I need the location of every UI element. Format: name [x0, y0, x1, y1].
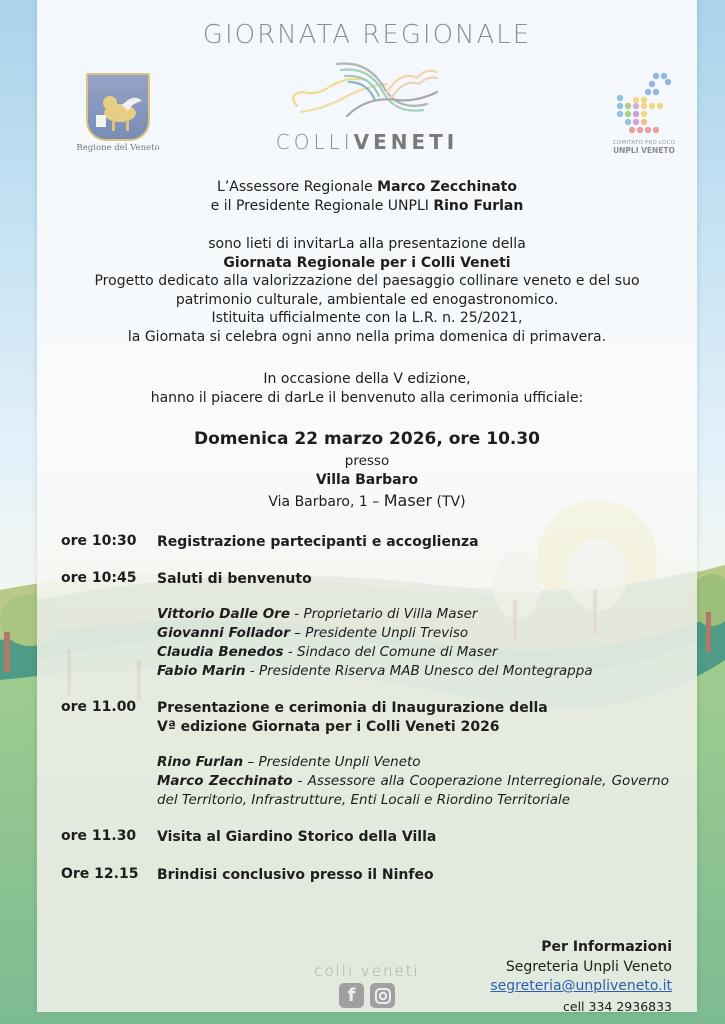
agenda-desc: Brindisi conclusivo presso il Ninfeo — [157, 867, 434, 883]
assessore-name: Marco Zecchinato — [377, 179, 517, 195]
agenda-item — [61, 699, 681, 737]
contact-email-link[interactable]: segreteria@unpliveneto.it — [490, 978, 672, 994]
brand-light-text: COLLI — [275, 130, 354, 154]
contact-title: Per Informazioni — [541, 939, 672, 955]
speaker-role: – Presidente Unpli Treviso — [289, 625, 469, 641]
address-city: Maser — [383, 491, 433, 510]
invitation-content — [37, 0, 697, 1012]
occasion-block — [37, 370, 697, 407]
invite-line-5: Istituita ufficialmente con la L.R. n. 25/2021, — [211, 310, 523, 326]
agenda-desc: Saluti di benvenuto — [157, 571, 312, 587]
invite-block — [37, 235, 697, 346]
colli-veneti-logo — [257, 56, 477, 154]
contact-org: Segreteria Unpli Veneto — [505, 958, 672, 975]
invite-line-3: Progetto dedicato alla valorizzazione del paesaggio collinare veneto e del suo — [94, 273, 640, 289]
intro-line2-prefix: e il Presidente Regionale UNPLI — [210, 197, 434, 214]
agenda-desc-line-1: Presentazione e cerimonia di Inaugurazione della — [157, 700, 548, 716]
regione-veneto-caption: Regione del Veneto — [76, 143, 160, 153]
speaker-list — [157, 753, 681, 810]
speaker-name: Vittorio Dalle Ore — [157, 606, 290, 622]
intro-line-2 — [37, 197, 697, 216]
agenda-time: ore 11.00 — [61, 699, 137, 715]
speaker-role: – Presidente Unpli Veneto — [243, 754, 421, 770]
speaker-role: - Presidente Riserva MAB Unesco del Montegrappa — [245, 663, 593, 679]
agenda-time: ore 11.30 — [61, 828, 137, 844]
event-name: Giornata Regionale per i Colli Veneti — [223, 254, 511, 271]
agenda-desc-line-2: Vª edizione Giornata per i Colli Veneti 2026 — [157, 719, 500, 735]
speaker-name: Giovanni Follador — [157, 625, 290, 641]
agenda-item — [61, 533, 681, 552]
speaker-role: - Proprietario di Villa Maser — [290, 606, 478, 622]
brand-bold-text: VENETI — [353, 130, 459, 154]
intro-block — [37, 178, 697, 215]
contact-phone: cell 334 2936833 — [563, 998, 672, 1014]
speaker-list — [157, 605, 681, 681]
social-handle: colli veneti — [314, 962, 420, 980]
event-date: Domenica 22 marzo 2026, ore 10.30 — [193, 429, 541, 449]
winged-lion-lines-icon — [287, 56, 447, 122]
agenda-desc: Visita al Giardino Storico della Villa — [157, 829, 437, 845]
speaker — [157, 753, 681, 772]
presso-label: presso — [344, 453, 390, 469]
speaker-name: Claudia Benedos — [157, 644, 284, 660]
agenda-desc: Registrazione partecipanti e accoglienza — [157, 534, 479, 550]
agenda-time: ore 10:45 — [61, 570, 137, 586]
occasion-line-1: In occasione della V edizione, — [263, 371, 471, 387]
venue-name: Villa Barbaro — [315, 472, 419, 488]
speaker — [157, 605, 681, 624]
address-street: Via Barbaro, 1 – — [268, 494, 384, 510]
presidente-name: Rino Furlan — [433, 197, 524, 214]
speaker — [157, 662, 681, 681]
speaker — [157, 643, 681, 662]
intro-line-1 — [37, 178, 697, 197]
facebook-icon[interactable]: f — [339, 983, 364, 1008]
speaker-name: Marco Zecchinato — [157, 773, 293, 789]
unpli-caption-line2: UNPLI VENETO — [613, 146, 675, 155]
speaker — [157, 772, 669, 810]
speaker-name: Fabio Marin — [157, 663, 246, 679]
social-block — [297, 962, 437, 1008]
agenda-desc — [157, 699, 681, 737]
unpli-veneto-logo — [604, 72, 684, 155]
lion-of-saint-mark-icon — [86, 73, 150, 141]
header-title: GIORNATA REGIONALE — [202, 20, 532, 50]
agenda-time: ore 10:30 — [61, 533, 137, 549]
speaker-role: - Sindaco del Comune di Maser — [283, 644, 498, 660]
unpli-caption-line1: COMITATO PRO LOCO — [612, 140, 676, 146]
regione-veneto-logo — [73, 73, 163, 153]
invite-line-1: sono lieti di invitarLa alla presentazione della — [208, 236, 526, 252]
speaker-name: Rino Furlan — [157, 754, 244, 770]
invite-line-6: la Giornata si celebra ogni anno nella prima domenica di primavera. — [127, 328, 607, 345]
speaker — [157, 624, 681, 643]
agenda-item — [61, 570, 681, 589]
agenda-time: Ore 12.15 — [61, 866, 139, 882]
agenda-item — [61, 866, 681, 885]
address-province: (TV) — [432, 494, 466, 510]
invite-line-4: patrimonio culturale, ambientale ed enogastronomico. — [175, 291, 559, 308]
agenda-item — [61, 828, 681, 847]
venue-address — [37, 492, 697, 512]
contact-block — [490, 938, 672, 1016]
agenda — [61, 533, 681, 885]
unpli-dots-icon — [612, 72, 676, 134]
occasion-line-2: hanno il piacere di darLe il benvenuto alla cerimonia ufficiale: — [150, 389, 584, 406]
speaker-role: - Assessore alla Cooperazione Interregionale, Governo del Territorio, Infrastrutture, Enti Locali e Riordino Territoriale — [157, 773, 669, 808]
instagram-icon[interactable] — [370, 983, 395, 1008]
intro-line1-prefix: L’Assessore Regionale — [217, 179, 378, 195]
colli-veneti-wordmark — [257, 130, 477, 154]
